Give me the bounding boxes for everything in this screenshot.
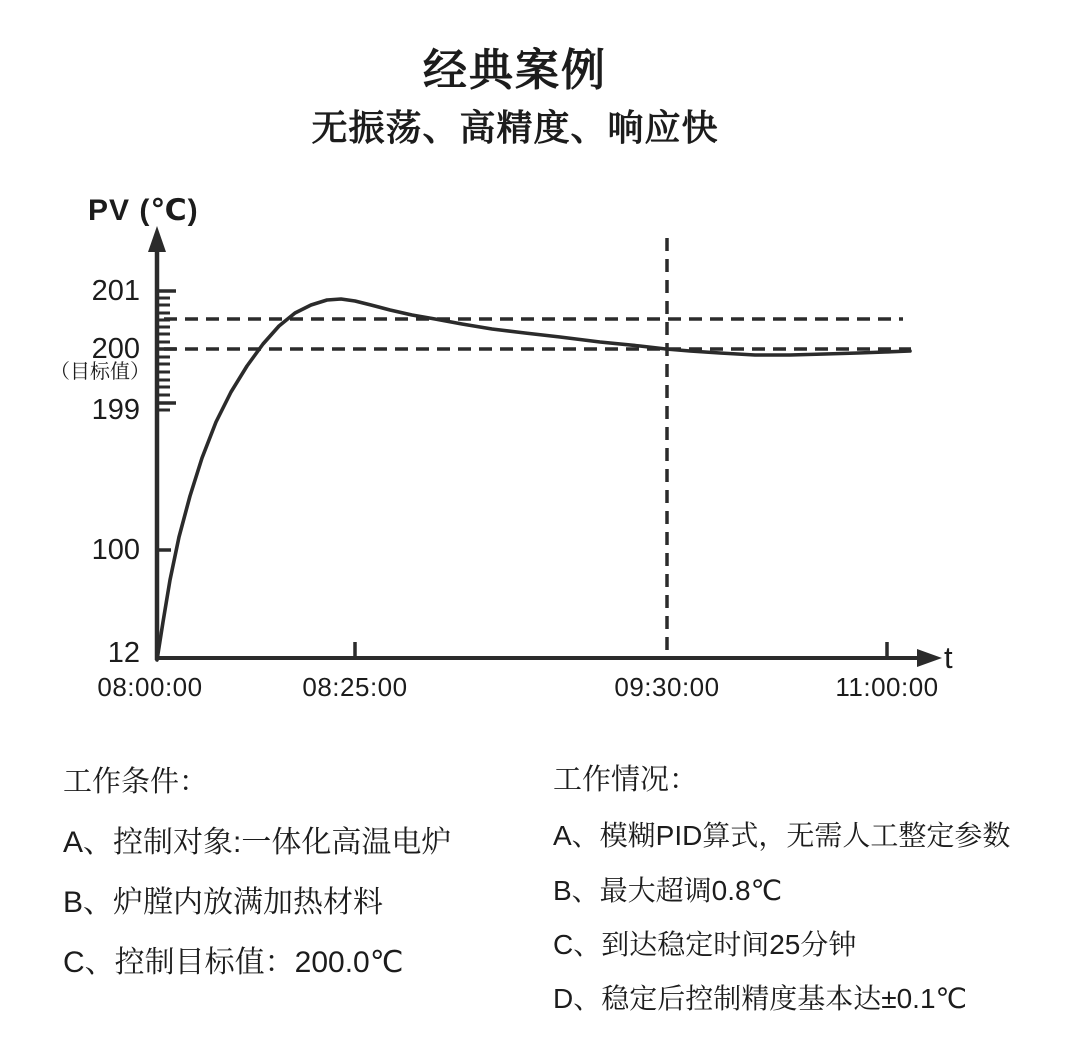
x-tick-label-0930: 09:30:00 [614,672,720,702]
target-value-label: （目标值） [50,361,150,383]
page-subtitle: 无振荡、高精度、响应快 [311,107,719,148]
x-tick-label-0825: 08:25:00 [302,672,408,702]
performance-item-b: B、最大超调0.8℃ [553,875,783,906]
pv-curve [157,299,910,660]
working-conditions-heading: 工作条件： [63,766,209,798]
working-performance-heading: 工作情况： [553,764,699,796]
condition-item-a: A、控制对象:一体化高温电炉 [63,826,452,859]
performance-item-c: C、到达稳定时间25分钟 [553,929,857,960]
y-tick-label-200: 200 [91,333,140,365]
y-axis-label: PV (℃) [88,194,199,227]
y-axis-arrow-icon [148,226,166,252]
condition-item-b: B、炉膛内放满加热材料 [63,886,384,919]
condition-item-c: C、控制目标值：200.0℃ [63,946,404,979]
performance-item-a: A、模糊PID算式，无需人工整定参数 [553,820,1011,851]
y-tick-label-100: 100 [91,534,140,566]
y-tick-label-12: 12 [107,637,140,669]
page-title: 经典案例 [423,46,607,95]
x-tick-label-1100: 11:00:00 [835,672,939,702]
performance-item-d: D、稳定后控制精度基本达±0.1℃ [553,983,967,1014]
x-axis-label: t [944,640,953,675]
y-tick-label-201: 201 [91,275,140,307]
x-axis-arrow-icon [917,649,942,667]
x-tick-label-0800: 08:00:00 [97,672,203,702]
y-tick-label-199: 199 [91,394,140,426]
